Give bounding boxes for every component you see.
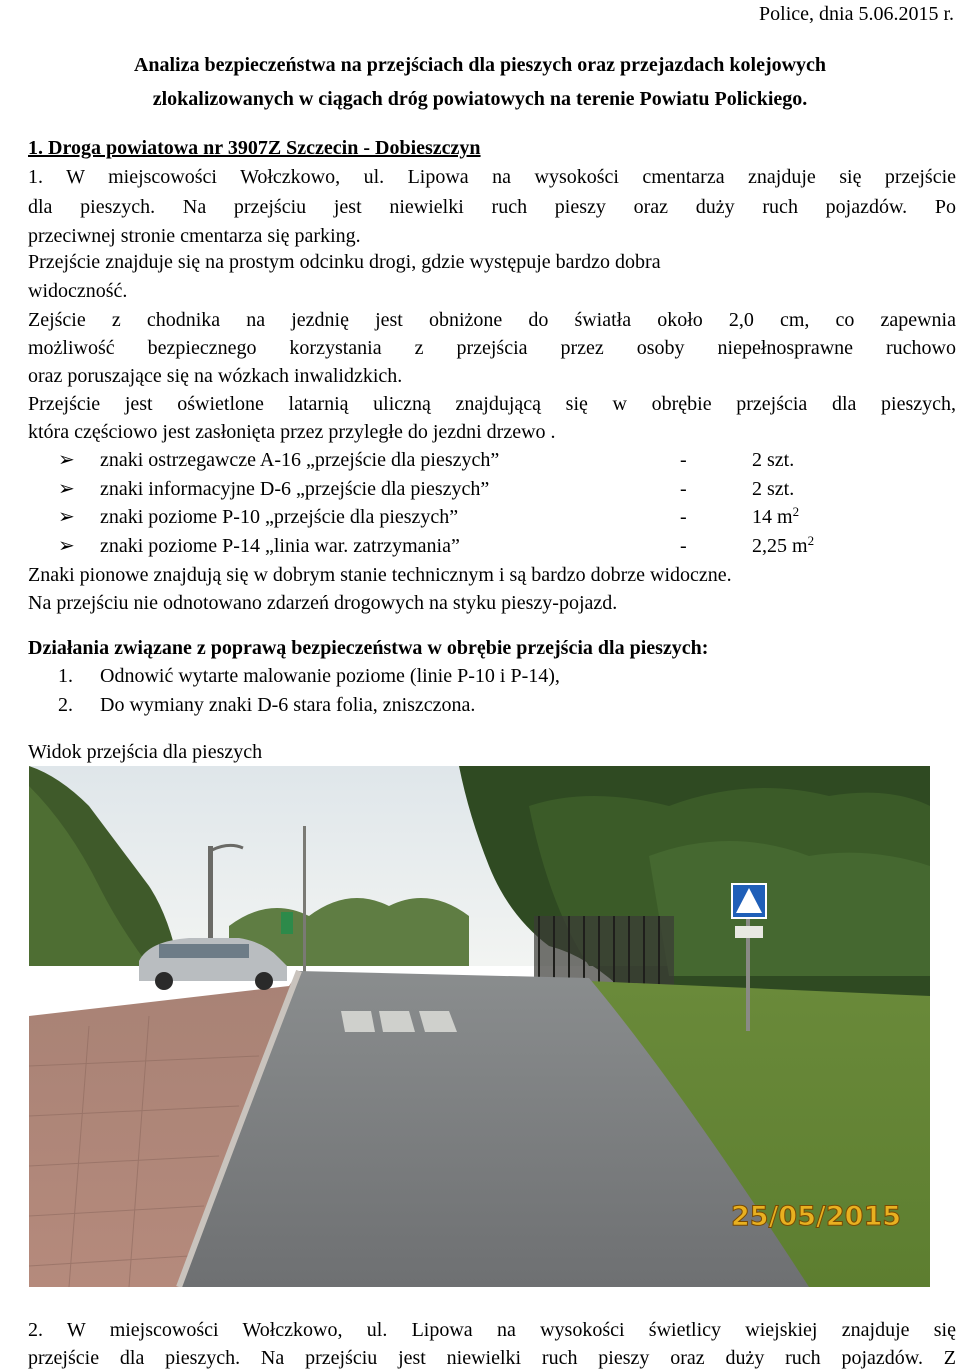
sign-dash: - [680,449,687,471]
document-title-line-1: Analiza bezpieczeństwa na przejściach dla pieszych oraz przejazdach kolejowych [133,54,827,76]
sign-dash: - [680,478,687,500]
sign-item: ➢ znaki ostrzegawcze A-16 „przejście dla pieszych” [58,449,500,471]
photo-caption: Widok przejścia dla pieszych [28,741,263,763]
section2-line-1: 2. W miejscowości Wołczkowo, ul. Lipowa na wysokości świetlicy wiejskiej znajduje się [28,1319,956,1341]
pedestrian-crossing-photo [29,766,930,1287]
section2-line-2: przejście dla pieszych. Na przejściu jest niewielki ruch pieszy oraz duży ruch pojazdów. Z [28,1347,956,1369]
document-title-line-2: zlokalizowanych w ciągach dróg powiatowych na terenie Powiatu Polickiego. [152,88,808,110]
arrowhead-bullet-icon: ➢ [58,506,75,528]
action-item: 1. Odnowić wytarte malowanie poziome (linie P-10 i P-14), [58,665,560,687]
sign-qty: 14 $m^2$ [752,504,800,528]
document-date: Police, dnia 5.06.2015 r. [759,3,954,25]
sign-item: ➢ znaki poziome P-10 „przejście dla pieszych” [58,506,459,528]
photo-date-stamp: 25/05/2015 [731,1201,902,1232]
sign-qty: 2 szt. [752,449,795,471]
para3-line-1: Zejście z chodnika na jezdnię jest obniżone do światła około 2,0 cm, co zapewnia [28,309,956,331]
arrowhead-bullet-icon: ➢ [58,535,75,557]
sign-item: ➢ znaki poziome P-14 „linia war. zatrzymania” [58,535,460,557]
para2-line-1: Przejście znajduje się na prostym odcinku drogi, gdzie występuje bardzo dobra [28,251,661,273]
para1-line-1: 1. W miejscowości Wołczkowo, ul. Lipowa na wysokości cmentarza znajduje się przejście [28,166,956,188]
para4-line-2: która częściowo jest zasłonięta przez przyległe do jezdni drzewo . [28,421,556,443]
para5-line-1: Znaki pionowe znajdują się w dobrym stanie technicznym i są bardzo dobrze widoczne. [28,564,732,586]
arrowhead-bullet-icon: ➢ [58,478,75,500]
sign-qty: 2,25 $m^2$ [752,533,815,557]
para3-line-2: możliwość bezpiecznego korzystania z przejścia przez osoby niepełnosprawne ruchowo [28,337,956,359]
para5-line-2: Na przejściu nie odnotowano zdarzeń drogowych na styku pieszy-pojazd. [28,592,618,614]
para1-line-2: dla pieszych. Na przejściu jest niewielki ruch pieszy oraz duży ruch pojazdów. Po [28,196,956,218]
arrowhead-bullet-icon: ➢ [58,449,75,471]
para3-line-3: oraz poruszające się na wózkach inwalidzkich. [28,365,403,387]
sign-qty: 2 szt. [752,478,795,500]
sign-item: ➢ znaki informacyjne D-6 „przejście dla pieszych” [58,478,490,500]
para4-line-1: Przejście jest oświetlone latarnią uliczną znajdującą się w obrębie przejścia dla pieszych, [28,393,956,415]
para1-line-3: przeciwnej stronie cmentarza się parking. [28,225,361,247]
actions-heading: Działania związane z poprawą bezpieczeństwa w obrębie przejścia dla pieszych: [28,637,709,659]
section-1-heading: 1. Droga powiatowa nr 3907Z Szczecin - Dobieszczyn [28,137,481,159]
para2-line-2: widoczność. [28,280,128,302]
sign-dash: - [680,506,687,528]
sign-dash: - [680,535,687,557]
action-item: 2. Do wymiany znaki D-6 stara folia, zniszczona. [58,694,476,716]
